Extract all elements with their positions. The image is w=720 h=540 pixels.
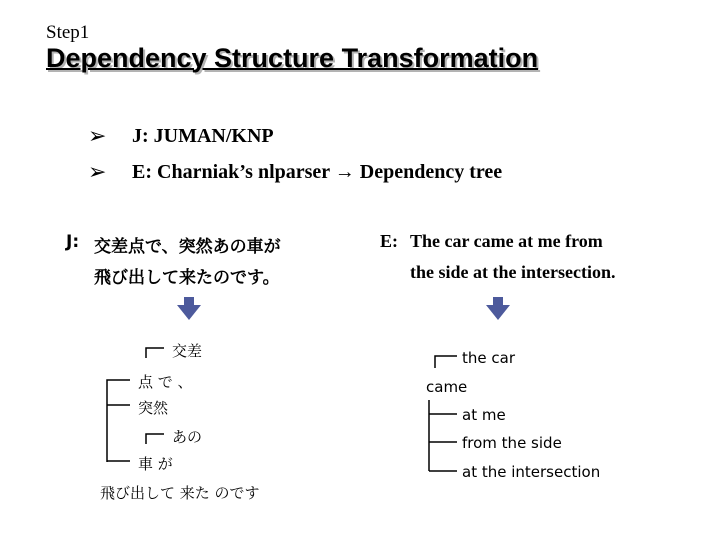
japanese-sentence-line1: 交差点で、突然あの車が [94, 237, 281, 257]
tree-e-node-from-the-side: from the side [462, 434, 562, 452]
down-arrow-icon-right [486, 297, 510, 320]
bullet-text: E: Charniak’s nlparser → Dependency tree [132, 161, 503, 183]
english-sentence-line2: the side at the intersection. [410, 262, 616, 282]
japanese-prefix: J: [66, 232, 80, 252]
tree-e-node-at-me: at me [462, 406, 506, 424]
tree-j-root: 飛び出して 来た のです [100, 484, 260, 502]
tree-e-root-came: came [426, 378, 468, 396]
tree-j-node-totsuzen: 突然 [138, 399, 169, 417]
tree-e-node-at-the-intersection: at the intersection [462, 463, 601, 481]
tree-j-node-kousa: 交差 [172, 342, 203, 360]
page-title: Dependency Structure Transformation [46, 43, 539, 73]
bullet-text: J: JUMAN/KNP [132, 125, 274, 147]
tree-j-node-ano: あの [172, 428, 203, 446]
english-sentence-line1: The car came at me from [410, 231, 603, 251]
english-prefix: E: [380, 231, 398, 251]
tree-j-node-ten-de: 点 で 、 [138, 373, 193, 391]
step-label: Step1 [46, 22, 90, 43]
arrowhead-bullet-icon: ➢ [88, 160, 107, 185]
tree-e-node-the-car: the car [462, 349, 515, 367]
tree-j-node-kuruma-ga: 車 が [138, 455, 173, 473]
english-tree-lines [429, 356, 457, 471]
down-arrow-icon-left [177, 297, 201, 320]
japanese-sentence-line2: 飛び出して来たのです。 [94, 268, 280, 288]
arrowhead-bullet-icon: ➢ [88, 124, 107, 149]
